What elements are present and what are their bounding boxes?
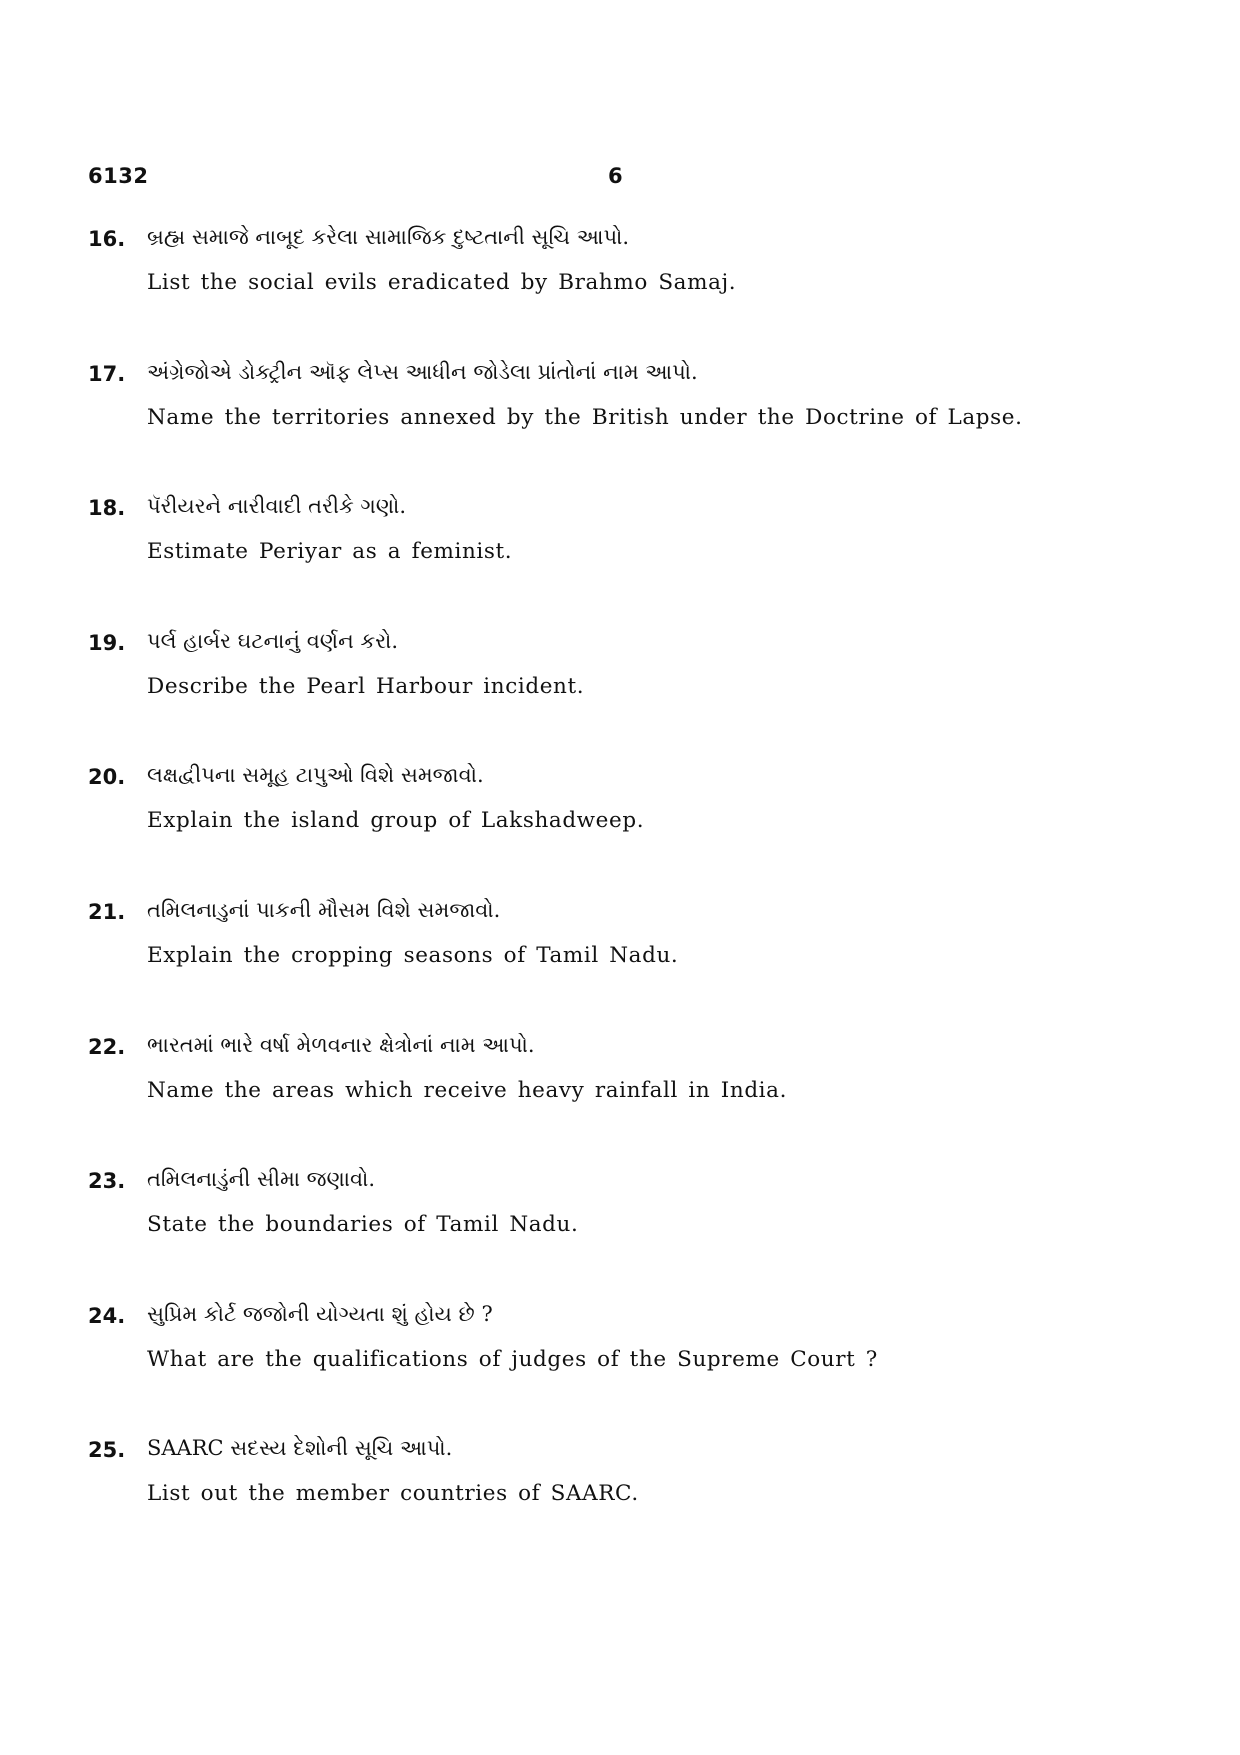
question-text-english: Name the areas which receive heavy rainfall in India. [147, 1077, 788, 1103]
question-item [88, 898, 1168, 1033]
question-item [88, 1167, 1168, 1302]
question-item [88, 1436, 1168, 1571]
question-text-gujarati: સુપ્રિમ કોર્ટ જજોની યોગ્યતા શું હોય છે ? [147, 1301, 493, 1326]
question-item [88, 1302, 1168, 1437]
question-text-gujarati: પૅરીયરને નારીવાદી તરીકે ગણો. [147, 494, 407, 519]
question-number: 22. [88, 1034, 126, 1059]
question-text-gujarati: તમિલનાડુંની સીમા જણાવો. [147, 1167, 376, 1192]
page-header [88, 164, 1148, 194]
question-text-gujarati: અંગ્રેજોએ ડોક્ટ્રીન ઑફ લેપ્સ આધીન જોડેલા પ્રાંતોનાં નામ આપો. [147, 359, 698, 384]
page-number: 6 [608, 164, 623, 188]
question-number: 24. [88, 1303, 126, 1328]
question-text-gujarati: તમિલનાડુનાં પાકની મૌસમ વિશે સમજાવો. [147, 897, 501, 922]
question-text-english: Explain the cropping seasons of Tamil Nadu. [147, 942, 679, 968]
question-item [88, 360, 1168, 495]
question-number: 18. [88, 496, 126, 521]
question-text-gujarati: ભારતમાં ભારે વર્ષા મેળવનાર ક્ષેત્રોનાં નામ આપો. [147, 1032, 535, 1057]
question-text-english: Explain the island group of Lakshadweep. [147, 808, 645, 834]
question-text-english: What are the qualifications of judges of the Supreme Court ? [147, 1346, 878, 1372]
question-item [88, 1033, 1168, 1168]
question-text-english: List out the member countries of SAARC. [147, 1481, 639, 1507]
question-number: 25. [88, 1438, 126, 1463]
question-text-english: Name the territories annexed by the British under the Doctrine of Lapse. [147, 404, 1023, 430]
question-text-english: Describe the Pearl Harbour incident. [147, 673, 585, 699]
question-number: 19. [88, 630, 126, 655]
question-number: 17. [88, 361, 126, 386]
question-number: 20. [88, 765, 126, 790]
question-item [88, 629, 1168, 764]
question-text-gujarati: લક્ષદ્વીપના સમૂહ ટાપુઓ વિશે સમજાવો. [147, 763, 484, 788]
question-number: 21. [88, 899, 126, 924]
question-number: 16. [88, 227, 126, 251]
question-text-gujarati: પર્લ હાર્બર ઘટનાનું વર્ણન કરો. [147, 628, 399, 653]
question-item [88, 763, 1168, 898]
question-text-gujarati: બ્રહ્મ સમાજે નાબૂદ કરેલા સામાજિક દુષ્ટતાની સૂચિ આપો. [147, 225, 630, 249]
paper-code: 6132 [88, 164, 149, 188]
question-text-english: Estimate Periyar as a feminist. [147, 539, 513, 565]
question-text-gujarati: SAARC સદસ્ય દેશોની સૂચિ આપો. [147, 1436, 453, 1461]
question-list [88, 225, 1168, 1571]
question-text-english: List the social evils eradicated by Brahmo Samaj. [147, 270, 737, 295]
question-text-english: State the boundaries of Tamil Nadu. [147, 1212, 579, 1238]
question-item [88, 494, 1168, 629]
question-number: 23. [88, 1169, 126, 1194]
question-item [88, 225, 1168, 360]
